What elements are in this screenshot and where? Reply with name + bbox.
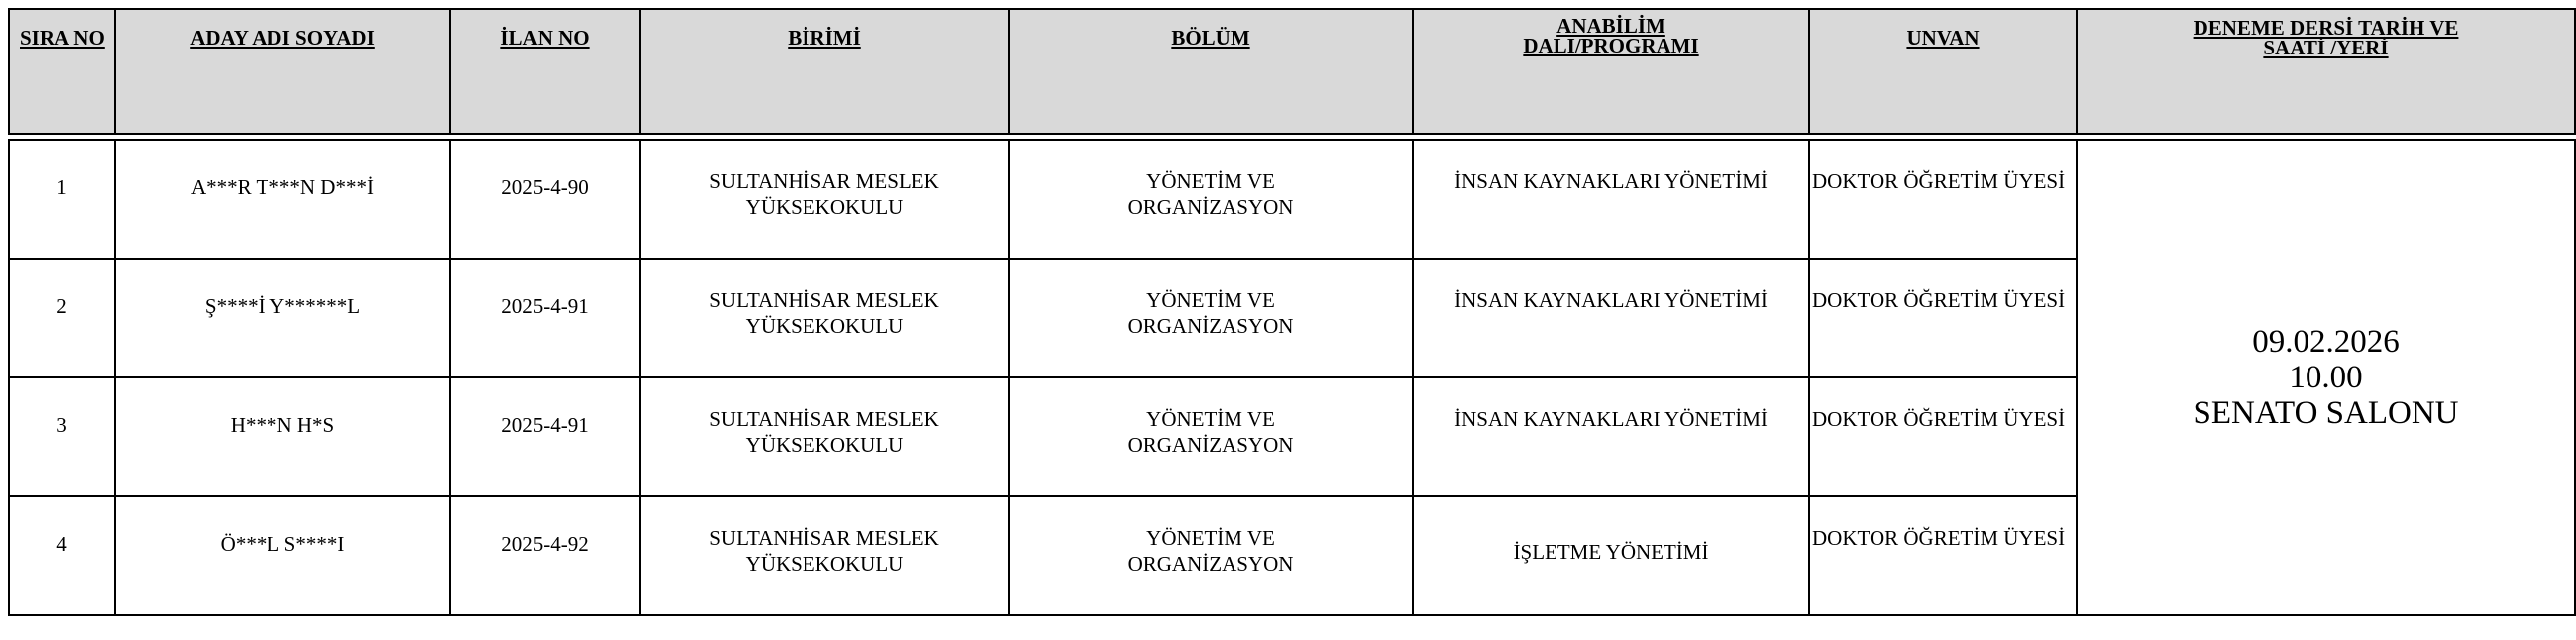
row-no: 1 [56, 175, 67, 199]
row-name: H***N H*S [230, 413, 335, 437]
row-ilan: 2025-4-91 [501, 294, 589, 318]
row-birim [641, 378, 1008, 458]
row-ilan: 2025-4-91 [501, 413, 589, 437]
table-header [9, 9, 2575, 140]
deneme-date: 09.02.2026 [2252, 324, 2400, 360]
header-row [9, 9, 2575, 134]
row-unvan-cell [1809, 496, 2077, 615]
row-anabilim-cell [1413, 140, 1809, 259]
row-bolum-cell [1009, 377, 1413, 496]
row-bolum-line2: ORGANİZASYON [1127, 552, 1294, 576]
row-name-cell [115, 140, 450, 259]
row-bolum [1010, 141, 1412, 220]
row-birim-cell [640, 377, 1009, 496]
row-unvan-cell [1809, 259, 2077, 377]
row-bolum [1010, 378, 1412, 458]
row-bolum-line1: YÖNETİM VE [1146, 169, 1275, 193]
row-name-cell [115, 496, 450, 615]
row-bolum-cell [1009, 259, 1413, 377]
row-name: Ş****İ Y******L [204, 294, 361, 318]
row-no: 3 [56, 413, 67, 437]
row-birim-cell [640, 140, 1009, 259]
header-bolum-label: BÖLÜM [1171, 26, 1250, 50]
row-birim-line1: SULTANHİSAR MESLEK [709, 288, 939, 312]
row-no-cell [9, 259, 115, 377]
row-unvan-cell [1809, 140, 2077, 259]
deneme-cell [2077, 140, 2575, 615]
row-birim-line2: YÜKSEKOKULU [745, 433, 904, 457]
row-anabilim-cell [1413, 377, 1809, 496]
row-no-cell [9, 496, 115, 615]
row-anabilim-cell [1413, 259, 1809, 377]
row-birim-line2: YÜKSEKOKULU [745, 195, 904, 219]
row-ilan: 2025-4-90 [501, 175, 589, 199]
deneme-place: SENATO SALONU [2193, 395, 2459, 431]
row-no-cell [9, 140, 115, 259]
table-row [9, 140, 2575, 259]
exam-schedule-table [8, 8, 2576, 616]
row-no: 2 [56, 294, 67, 318]
row-birim-line1: SULTANHİSAR MESLEK [709, 526, 939, 550]
row-birim-line2: YÜKSEKOKULU [745, 552, 904, 576]
row-birim-line1: SULTANHİSAR MESLEK [709, 407, 939, 431]
row-birim [641, 141, 1008, 220]
row-unvan: DOKTOR ÖĞRETİM ÜYESİ [1812, 407, 2066, 431]
row-anabilim: İNSAN KAYNAKLARI YÖNETİMİ [1454, 169, 1768, 193]
header-anabilim [1413, 9, 1809, 134]
header-anabilim-label: ANABİLİM DALI/PROGRAMI [1523, 14, 1699, 57]
row-bolum-line1: YÖNETİM VE [1146, 407, 1275, 431]
row-anabilim-cell [1413, 496, 1809, 615]
row-bolum-line2: ORGANİZASYON [1127, 433, 1294, 457]
row-birim-cell [640, 259, 1009, 377]
row-anabilim: İŞLETME YÖNETİMİ [1513, 540, 1709, 564]
row-name: Ö***L S****I [220, 532, 345, 556]
header-birimi-label: BİRİMİ [788, 26, 861, 50]
header-bolum [1009, 9, 1413, 134]
row-name-cell [115, 377, 450, 496]
row-birim-cell [640, 496, 1009, 615]
header-sira-no [9, 9, 115, 134]
row-unvan: DOKTOR ÖĞRETİM ÜYESİ [1812, 169, 2066, 193]
row-bolum-line2: ORGANİZASYON [1127, 314, 1294, 338]
header-aday-label: ADAY ADI SOYADI [190, 26, 375, 50]
row-bolum [1010, 260, 1412, 339]
header-ilan-label: İLAN NO [500, 26, 590, 50]
header-deneme [2077, 9, 2575, 134]
row-name-cell [115, 259, 450, 377]
header-deneme-label: DENEME DERSİ TARİH VE SAATİ /YERİ [2193, 16, 2459, 59]
row-bolum-line2: ORGANİZASYON [1127, 195, 1294, 219]
header-unvan-label: UNVAN [1906, 26, 1980, 50]
row-ilan-cell [450, 496, 640, 615]
table-body [9, 140, 2575, 615]
row-ilan-cell [450, 140, 640, 259]
header-unvan [1809, 9, 2077, 134]
exam-schedule-table-wrapper [8, 8, 2574, 616]
row-anabilim: İNSAN KAYNAKLARI YÖNETİMİ [1454, 407, 1768, 431]
row-bolum-line1: YÖNETİM VE [1146, 288, 1275, 312]
row-ilan: 2025-4-92 [501, 532, 589, 556]
row-ilan-cell [450, 259, 640, 377]
row-anabilim: İNSAN KAYNAKLARI YÖNETİMİ [1454, 288, 1768, 312]
header-ilan [450, 9, 640, 134]
row-ilan-cell [450, 377, 640, 496]
header-aday [115, 9, 450, 134]
row-bolum [1010, 497, 1412, 577]
row-no: 4 [56, 532, 67, 556]
row-bolum-line1: YÖNETİM VE [1146, 526, 1275, 550]
row-name: A***R T***N D***İ [191, 175, 374, 199]
row-bolum-cell [1009, 140, 1413, 259]
row-birim [641, 260, 1008, 339]
row-birim [641, 497, 1008, 577]
row-no-cell [9, 377, 115, 496]
row-birim-line1: SULTANHİSAR MESLEK [709, 169, 939, 193]
header-birimi [640, 9, 1009, 134]
header-sira-no-label: SIRA NO [20, 26, 105, 50]
row-unvan: DOKTOR ÖĞRETİM ÜYESİ [1812, 288, 2066, 312]
row-bolum-cell [1009, 496, 1413, 615]
row-unvan-cell [1809, 377, 2077, 496]
row-birim-line2: YÜKSEKOKULU [745, 314, 904, 338]
row-unvan: DOKTOR ÖĞRETİM ÜYESİ [1812, 526, 2066, 550]
deneme-time: 10.00 [2289, 360, 2363, 395]
